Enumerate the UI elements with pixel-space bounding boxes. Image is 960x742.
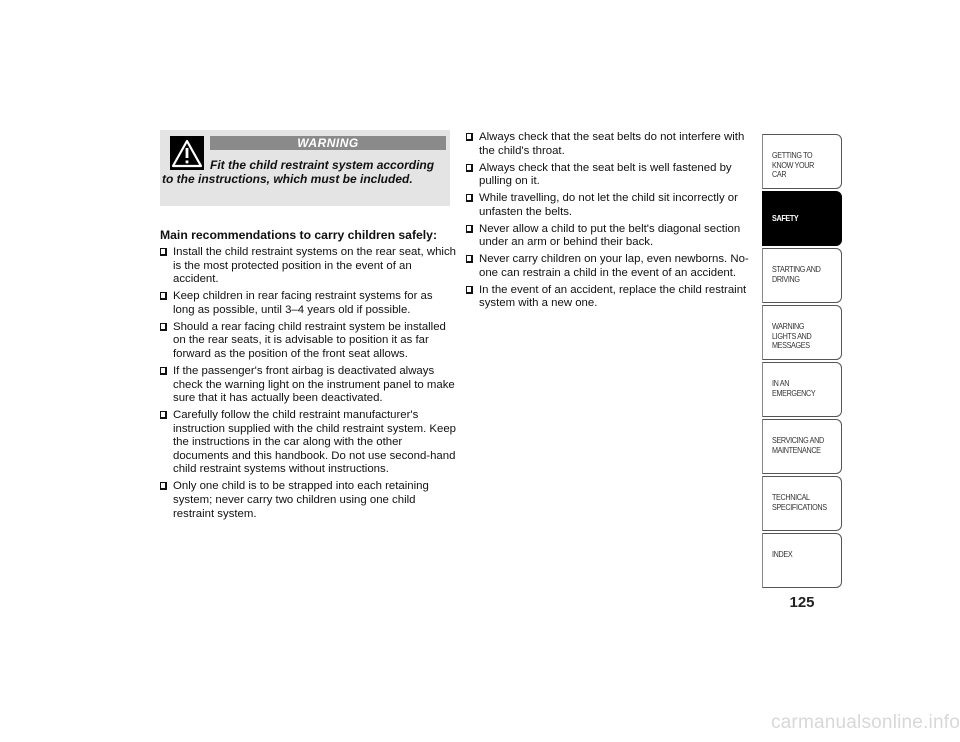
list-item: Only one child is to be strapped into each retaining system; never carry two children using one child restraint system. [160, 480, 456, 521]
tab-label: TECHNICAL SPECIFICATIONS [772, 492, 827, 512]
tab-label: GETTING TO KNOW YOUR CAR [772, 150, 814, 180]
section-tabs-sidebar [762, 134, 842, 590]
tab-label: SAFETY [772, 213, 799, 223]
list-item: Should a rear facing child restraint system be installed on the rear seats, it is advisable to position it as far forward as the position of the front seat allows. [160, 321, 456, 362]
section-heading: Main recommendations to carry children safely: [160, 228, 438, 242]
watermark: carmanualsonline.info [770, 712, 960, 733]
warning-box [160, 130, 450, 206]
list-item: Always check that the seat belts do not interfere with the child's throat. [466, 131, 756, 158]
list-item: Always check that the seat belt is well fastened by pulling on it. [466, 162, 756, 189]
checkbox-bullet-icon [160, 482, 167, 490]
warning-text: Fit the child restraint system according to the instructions, which must be included. [162, 158, 435, 186]
list-item: In the event of an accident, replace the child restraint system with a new one. [466, 284, 756, 311]
list-item: While travelling, do not let the child sit incorrectly or unfasten the belts. [466, 192, 756, 219]
tab-servicing-and-maintenance[interactable] [762, 419, 842, 474]
tab-label: IN AN EMERGENCY [772, 378, 816, 398]
tab-label: SERVICING AND MAINTENANCE [772, 435, 824, 455]
tab-safety[interactable] [762, 191, 842, 246]
tab-label: WARNING LIGHTS AND MESSAGES [772, 321, 812, 351]
warning-title: WARNING [210, 136, 446, 150]
tab-technical-specifications[interactable] [762, 476, 842, 531]
list-item: Install the child restraint systems on the rear seat, which is the most protected position in the event of an accident. [160, 246, 456, 287]
tab-label: STARTING AND DRIVING [772, 264, 821, 284]
list-item: Never allow a child to put the belt's diagonal section under an arm or behind their back. [466, 223, 756, 250]
tab-getting-to-know-your-car[interactable] [762, 134, 842, 189]
page-number: 125 [789, 594, 815, 611]
tab-in-an-emergency[interactable] [762, 362, 842, 417]
list-item: If the passenger's front airbag is deactivated always check the warning light on the instrument panel to make sure that it has actually been deactivated. [160, 365, 456, 406]
tab-starting-and-driving[interactable] [762, 248, 842, 303]
checkbox-bullet-icon [160, 367, 167, 375]
checkbox-bullet-icon [160, 248, 167, 256]
checkbox-bullet-icon [466, 225, 473, 233]
list-item: Keep children in rear facing restraint systems for as long as possible, until 3–4 years old if possible. [160, 290, 456, 317]
list-item: Carefully follow the child restraint manufacturer's instruction supplied with the child restraint system. Keep the instructions in the car along with the other documents and this handbook. Do not use second-hand child restraint systems without instructions. [160, 409, 456, 477]
right-column [466, 131, 756, 314]
left-column [160, 228, 456, 525]
tab-label: INDEX [772, 549, 793, 559]
list-item: Never carry children on your lap, even newborns. No-one can restrain a child in the event of an accident. [466, 253, 756, 280]
checkbox-bullet-icon [160, 323, 167, 331]
checkbox-bullet-icon [466, 255, 473, 263]
checkbox-bullet-icon [466, 133, 473, 141]
right-bullet-list [466, 131, 756, 311]
tab-warning-lights-and-messages[interactable] [762, 305, 842, 360]
checkbox-bullet-icon [160, 292, 167, 300]
checkbox-bullet-icon [466, 286, 473, 294]
left-bullet-list [160, 246, 456, 521]
checkbox-bullet-icon [160, 411, 167, 419]
tab-index[interactable] [762, 533, 842, 588]
checkbox-bullet-icon [466, 164, 473, 172]
checkbox-bullet-icon [466, 194, 473, 202]
